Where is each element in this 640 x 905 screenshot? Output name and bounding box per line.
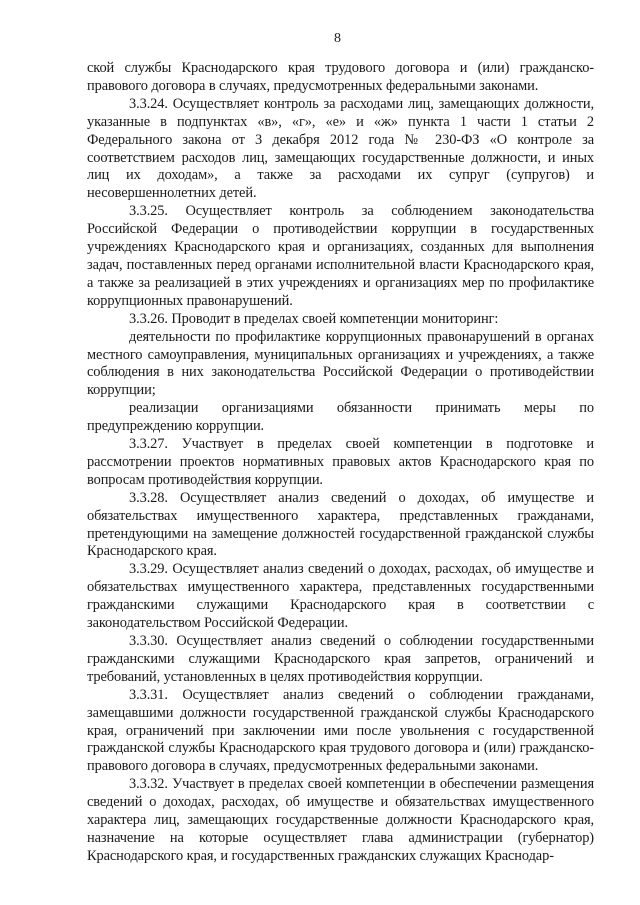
paragraph-3-3-25: 3.3.25. Осуществляет контроль за соблюдением законодательства Российской Федерации о противодействии коррупции в государственных учреждениях Краснодарского края и организациях, созданных для выполнения задач, поставленных перед органами исполнительной власти Краснодарского края, а также за реализацией в этих учреждениях и организациях мер по профилактике коррупционных правонарушений. (87, 203, 594, 309)
paragraph-3-3-27: 3.3.27. Участвует в пределах своей компетенции в подготовке и рассмотрении проектов нормативных правовых актов Краснодарского края по вопросам противодействия коррупции. (87, 436, 594, 488)
page-number: 8 (334, 31, 341, 46)
paragraph-3-3-29: 3.3.29. Осуществляет анализ сведений о доходах, расходах, об имуществе и обязательствах имущественного характера, представленных государственными гражданскими служащими Краснодарского края в соответствии с законодательством Российской Федерации. (87, 561, 594, 632)
paragraph-3-3-24: 3.3.24. Осуществляет контроль за расходами лиц, замещающих должности, указанные в подпунктах «в», «г», «е» и «ж» пункта 1 части 1 статьи 2 Федерального закона от 3 декабря 2012 года № 230-ФЗ «О контроле за соответствием расходов лиц, замещающих государственные должности, и иных лиц их доходам», а также за расходами их супруг (супругов) и несовершеннолетних детей. (87, 95, 594, 202)
paragraph-3-3-26-item-1: деятельности по профилактике коррупционных правонарушений в органах местного самоуправления, муниципальных организациях и учреждениях, а также соблюдения в них законодательства Российской Федерации о противодействии коррупции; (87, 328, 594, 399)
paragraph-3-3-32: 3.3.32. Участвует в пределах своей компетенции в обеспечении размещения сведений о доходах, расходах, об имуществе и обязательствах имущественного характера лиц, замещающих государственные должности Краснодарского края, назначение на которые осуществляет глава администрации (губернатор) Краснодарского края, и государственных гражданских служащих Краснодар- (87, 776, 594, 864)
paragraph-3-3-26-item-2: реализации организациями обязанности принимать меры по предупреждению коррупции. (87, 400, 594, 435)
paragraph-3-3-30: 3.3.30. Осуществляет анализ сведений о соблюдении государственными гражданскими служащими Краснодарского края запретов, ограничений и требований, установленных в целях противодействия коррупции. (87, 633, 594, 685)
paragraph-continuation: ской службы Краснодарского края трудового договора и (или) гражданско-правового договора в случаях, предусмотренных федеральными законами. (87, 60, 594, 94)
paragraph-3-3-31: 3.3.31. Осуществляет анализ сведений о соблюдении гражданами, замещавшими должности государственной гражданской службы Краснодарского края, ограничений при заключении ими после увольнения с государственной гражданской службы Краснодарского края трудового договора и (или) гражданско-правового договора в случаях, предусмотренных федеральными законами. (87, 686, 594, 775)
paragraph-3-3-28: 3.3.28. Осуществляет анализ сведений о доходах, об имуществе и обязательствах имущественного характера, представленных гражданами, претендующими на замещение должностей государственной гражданской службы Краснодарского края. (87, 489, 594, 560)
paragraph-3-3-26: 3.3.26. Проводит в пределах своей компетенции мониторинг: (129, 310, 499, 327)
